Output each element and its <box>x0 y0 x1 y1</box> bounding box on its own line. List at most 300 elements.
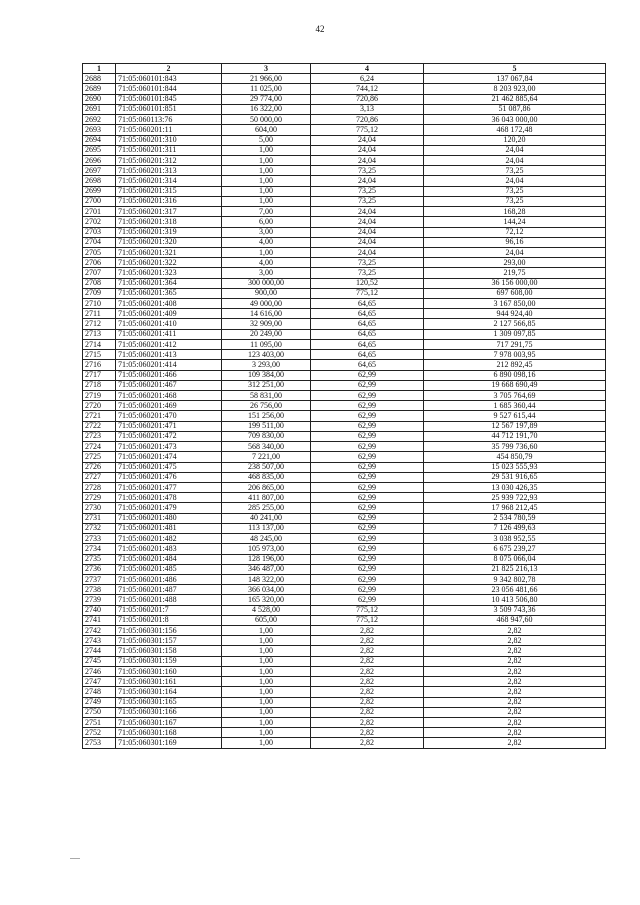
cadastral-number-cell: 71:05:060201:311 <box>116 145 222 155</box>
cadastral-number-cell: 71:05:060201:486 <box>116 574 222 584</box>
row-number-cell: 2734 <box>83 544 116 554</box>
cadastral-number-cell: 71:05:060201:314 <box>116 176 222 186</box>
rate-cell: 73,25 <box>311 268 424 278</box>
value-cell: 2,82 <box>424 656 606 666</box>
area-cell: 604,00 <box>222 125 311 135</box>
area-cell: 3 293,00 <box>222 360 311 370</box>
area-cell: 411 807,00 <box>222 493 311 503</box>
rate-cell: 62,99 <box>311 370 424 380</box>
rate-cell: 2,82 <box>311 656 424 666</box>
area-cell: 238 507,00 <box>222 462 311 472</box>
cadastral-number-cell: 71:05:060301:168 <box>116 728 222 738</box>
cadastral-number-cell: 71:05:060201:320 <box>116 237 222 247</box>
row-number-cell: 2718 <box>83 380 116 390</box>
area-cell: 1,00 <box>222 145 311 155</box>
area-cell: 50 000,00 <box>222 115 311 125</box>
area-cell: 21 966,00 <box>222 74 311 84</box>
value-cell: 2,82 <box>424 738 606 748</box>
area-cell: 312 251,00 <box>222 380 311 390</box>
value-cell: 168,28 <box>424 207 606 217</box>
row-number-cell: 2753 <box>83 738 116 748</box>
rate-cell: 64,65 <box>311 299 424 309</box>
area-cell: 1,00 <box>222 186 311 196</box>
area-cell: 568 340,00 <box>222 442 311 452</box>
value-cell: 2,82 <box>424 718 606 728</box>
value-cell: 17 968 212,45 <box>424 503 606 513</box>
cadastral-number-cell: 71:05:060201:319 <box>116 227 222 237</box>
value-cell: 454 850,79 <box>424 452 606 462</box>
table-row <box>83 738 606 748</box>
row-number-cell: 2702 <box>83 217 116 227</box>
area-cell: 1,00 <box>222 155 311 165</box>
value-cell: 2,82 <box>424 687 606 697</box>
area-cell: 366 034,00 <box>222 585 311 595</box>
table-row <box>83 503 606 513</box>
area-cell: 165 320,00 <box>222 595 311 605</box>
row-number-cell: 2736 <box>83 564 116 574</box>
table-row <box>83 574 606 584</box>
rate-cell: 720,86 <box>311 115 424 125</box>
cadastral-number-cell: 71:05:060201:322 <box>116 258 222 268</box>
rate-cell: 73,25 <box>311 186 424 196</box>
cadastral-number-cell: 71:05:060201:485 <box>116 564 222 574</box>
row-number-cell: 2728 <box>83 482 116 492</box>
row-number-cell: 2692 <box>83 115 116 125</box>
table-row <box>83 309 606 319</box>
row-number-cell: 2695 <box>83 145 116 155</box>
rate-cell: 62,99 <box>311 493 424 503</box>
value-cell: 468 172,48 <box>424 125 606 135</box>
row-number-cell: 2690 <box>83 94 116 104</box>
rate-cell: 62,99 <box>311 523 424 533</box>
table-row <box>83 421 606 431</box>
area-cell: 1,00 <box>222 646 311 656</box>
row-number-cell: 2704 <box>83 237 116 247</box>
area-cell: 4 528,00 <box>222 605 311 615</box>
value-cell: 3 167 850,00 <box>424 299 606 309</box>
rate-cell: 64,65 <box>311 329 424 339</box>
table-row <box>83 646 606 656</box>
table-row <box>83 227 606 237</box>
rate-cell: 62,99 <box>311 380 424 390</box>
area-cell: 20 249,00 <box>222 329 311 339</box>
area-cell: 1,00 <box>222 728 311 738</box>
table-row <box>83 564 606 574</box>
value-cell: 24,04 <box>424 176 606 186</box>
value-cell: 2,82 <box>424 646 606 656</box>
table-row <box>83 718 606 728</box>
rate-cell: 2,82 <box>311 697 424 707</box>
value-cell: 468 947,60 <box>424 615 606 625</box>
value-cell: 21 462 885,64 <box>424 94 606 104</box>
rate-cell: 62,99 <box>311 595 424 605</box>
value-cell: 1 309 097,85 <box>424 329 606 339</box>
rate-cell: 24,04 <box>311 135 424 145</box>
rate-cell: 62,99 <box>311 431 424 441</box>
table-row <box>83 554 606 564</box>
rate-cell: 775,12 <box>311 615 424 625</box>
table-row <box>83 523 606 533</box>
value-cell: 36 043 000,00 <box>424 115 606 125</box>
cadastral-number-cell: 71:05:060201:408 <box>116 299 222 309</box>
footer-mark <box>70 858 80 859</box>
cadastral-number-cell: 71:05:060201:488 <box>116 595 222 605</box>
area-cell: 4,00 <box>222 258 311 268</box>
cadastral-number-cell: 71:05:060201:466 <box>116 370 222 380</box>
rate-cell: 2,82 <box>311 666 424 676</box>
cadastral-number-cell: 71:05:060201:482 <box>116 534 222 544</box>
area-cell: 7,00 <box>222 207 311 217</box>
row-number-cell: 2740 <box>83 605 116 615</box>
table-row <box>83 687 606 697</box>
cadastral-number-cell: 71:05:060201:8 <box>116 615 222 625</box>
value-cell: 2,82 <box>424 697 606 707</box>
rate-cell: 62,99 <box>311 554 424 564</box>
area-cell: 11 025,00 <box>222 84 311 94</box>
table-row <box>83 728 606 738</box>
table-row <box>83 360 606 370</box>
cadastral-number-cell: 71:05:060201:481 <box>116 523 222 533</box>
table-row <box>83 350 606 360</box>
area-cell: 346 487,00 <box>222 564 311 574</box>
area-cell: 11 095,00 <box>222 339 311 349</box>
rate-cell: 62,99 <box>311 472 424 482</box>
row-number-cell: 2735 <box>83 554 116 564</box>
value-cell: 697 608,00 <box>424 288 606 298</box>
table-row <box>83 452 606 462</box>
value-cell: 3 509 743,36 <box>424 605 606 615</box>
row-number-cell: 2732 <box>83 523 116 533</box>
value-cell: 51 087,86 <box>424 104 606 114</box>
value-cell: 36 156 000,00 <box>424 278 606 288</box>
row-number-cell: 2741 <box>83 615 116 625</box>
cadastral-number-cell: 71:05:060301:164 <box>116 687 222 697</box>
cadastral-number-cell: 71:05:060201:317 <box>116 207 222 217</box>
area-cell: 123 403,00 <box>222 350 311 360</box>
area-cell: 1,00 <box>222 738 311 748</box>
row-number-cell: 2733 <box>83 534 116 544</box>
area-cell: 1,00 <box>222 626 311 636</box>
cadastral-number-cell: 71:05:060201:476 <box>116 472 222 482</box>
rate-cell: 64,65 <box>311 319 424 329</box>
rate-cell: 775,12 <box>311 288 424 298</box>
rate-cell: 2,82 <box>311 646 424 656</box>
cadastral-number-cell: 71:05:060201:411 <box>116 329 222 339</box>
rate-cell: 62,99 <box>311 462 424 472</box>
value-cell: 1 685 360,44 <box>424 401 606 411</box>
value-cell: 35 799 736,60 <box>424 442 606 452</box>
rate-cell: 2,82 <box>311 677 424 687</box>
area-cell: 1,00 <box>222 656 311 666</box>
value-cell: 73,25 <box>424 196 606 206</box>
rate-cell: 73,25 <box>311 166 424 176</box>
rate-cell: 62,99 <box>311 534 424 544</box>
value-cell: 73,25 <box>424 166 606 176</box>
cadastral-value-table <box>82 63 606 749</box>
row-number-cell: 2739 <box>83 595 116 605</box>
cadastral-number-cell: 71:05:060201:318 <box>116 217 222 227</box>
table-row <box>83 605 606 615</box>
row-number-cell: 2742 <box>83 626 116 636</box>
cadastral-number-cell: 71:05:060201:487 <box>116 585 222 595</box>
area-cell: 5,00 <box>222 135 311 145</box>
area-cell: 32 909,00 <box>222 319 311 329</box>
table-row <box>83 411 606 421</box>
cadastral-number-cell: 71:05:060201:468 <box>116 391 222 401</box>
cadastral-number-cell: 71:05:060101:844 <box>116 84 222 94</box>
value-cell: 73,25 <box>424 186 606 196</box>
cadastral-number-cell: 71:05:060301:166 <box>116 707 222 717</box>
rate-cell: 775,12 <box>311 125 424 135</box>
row-number-cell: 2743 <box>83 636 116 646</box>
cadastral-number-cell: 71:05:060301:160 <box>116 666 222 676</box>
rate-cell: 62,99 <box>311 503 424 513</box>
table-row <box>83 626 606 636</box>
cadastral-number-cell: 71:05:060201:467 <box>116 380 222 390</box>
table-row <box>83 125 606 135</box>
rate-cell: 62,99 <box>311 544 424 554</box>
cadastral-number-cell: 71:05:060301:165 <box>116 697 222 707</box>
area-cell: 1,00 <box>222 166 311 176</box>
area-cell: 900,00 <box>222 288 311 298</box>
cadastral-number-cell: 71:05:060201:469 <box>116 401 222 411</box>
rate-cell: 2,82 <box>311 738 424 748</box>
table-row <box>83 145 606 155</box>
row-number-cell: 2726 <box>83 462 116 472</box>
area-cell: 300 000,00 <box>222 278 311 288</box>
value-cell: 144,24 <box>424 217 606 227</box>
table-row <box>83 299 606 309</box>
cadastral-number-cell: 71:05:060201:316 <box>116 196 222 206</box>
area-cell: 26 756,00 <box>222 401 311 411</box>
value-cell: 29 531 916,65 <box>424 472 606 482</box>
area-cell: 1,00 <box>222 707 311 717</box>
table-row <box>83 104 606 114</box>
row-number-cell: 2706 <box>83 258 116 268</box>
cadastral-number-cell: 71:05:060201:315 <box>116 186 222 196</box>
row-number-cell: 2737 <box>83 574 116 584</box>
cadastral-number-cell: 71:05:060201:470 <box>116 411 222 421</box>
value-cell: 6 675 239,27 <box>424 544 606 554</box>
table-row <box>83 615 606 625</box>
rate-cell: 775,12 <box>311 605 424 615</box>
row-number-cell: 2707 <box>83 268 116 278</box>
row-number-cell: 2722 <box>83 421 116 431</box>
rate-cell: 64,65 <box>311 350 424 360</box>
row-number-cell: 2703 <box>83 227 116 237</box>
area-cell: 7 221,00 <box>222 452 311 462</box>
area-cell: 1,00 <box>222 677 311 687</box>
row-number-cell: 2688 <box>83 74 116 84</box>
row-number-cell: 2716 <box>83 360 116 370</box>
rate-cell: 24,04 <box>311 237 424 247</box>
row-number-cell: 2701 <box>83 207 116 217</box>
value-cell: 717 291,75 <box>424 339 606 349</box>
row-number-cell: 2715 <box>83 350 116 360</box>
cadastral-number-cell: 71:05:060201:472 <box>116 431 222 441</box>
value-cell: 24,04 <box>424 247 606 257</box>
column-header-5: 5 <box>424 64 606 74</box>
area-cell: 105 973,00 <box>222 544 311 554</box>
value-cell: 13 030 426,35 <box>424 482 606 492</box>
value-cell: 212 892,45 <box>424 360 606 370</box>
area-cell: 48 245,00 <box>222 534 311 544</box>
cadastral-number-cell: 71:05:060113:76 <box>116 115 222 125</box>
value-cell: 219,75 <box>424 268 606 278</box>
cadastral-number-cell: 71:05:060201:410 <box>116 319 222 329</box>
row-number-cell: 2748 <box>83 687 116 697</box>
area-cell: 199 511,00 <box>222 421 311 431</box>
table-row <box>83 482 606 492</box>
table-row <box>83 442 606 452</box>
table-row <box>83 462 606 472</box>
rate-cell: 2,82 <box>311 718 424 728</box>
row-number-cell: 2717 <box>83 370 116 380</box>
cadastral-number-cell: 71:05:060201:313 <box>116 166 222 176</box>
rate-cell: 64,65 <box>311 309 424 319</box>
row-number-cell: 2719 <box>83 391 116 401</box>
rate-cell: 64,65 <box>311 339 424 349</box>
area-cell: 709 830,00 <box>222 431 311 441</box>
value-cell: 15 023 555,93 <box>424 462 606 472</box>
cadastral-number-cell: 71:05:060201:312 <box>116 155 222 165</box>
rate-cell: 73,25 <box>311 196 424 206</box>
cadastral-number-cell: 71:05:060201:479 <box>116 503 222 513</box>
value-cell: 24,04 <box>424 145 606 155</box>
row-number-cell: 2725 <box>83 452 116 462</box>
table-row <box>83 544 606 554</box>
table-row <box>83 247 606 257</box>
table-row <box>83 339 606 349</box>
row-number-cell: 2730 <box>83 503 116 513</box>
area-cell: 1,00 <box>222 666 311 676</box>
cadastral-number-cell: 71:05:060201:323 <box>116 268 222 278</box>
table-row <box>83 84 606 94</box>
table-row <box>83 176 606 186</box>
cadastral-number-cell: 71:05:060201:11 <box>116 125 222 135</box>
value-cell: 2,82 <box>424 677 606 687</box>
row-number-cell: 2711 <box>83 309 116 319</box>
table-row <box>83 329 606 339</box>
table-row <box>83 585 606 595</box>
cadastral-number-cell: 71:05:060201:483 <box>116 544 222 554</box>
area-cell: 206 865,00 <box>222 482 311 492</box>
row-number-cell: 2705 <box>83 247 116 257</box>
row-number-cell: 2696 <box>83 155 116 165</box>
area-cell: 148 322,00 <box>222 574 311 584</box>
cadastral-number-cell: 71:05:060301:156 <box>116 626 222 636</box>
value-cell: 21 825 216,13 <box>424 564 606 574</box>
rate-cell: 24,04 <box>311 155 424 165</box>
area-cell: 468 835,00 <box>222 472 311 482</box>
cadastral-number-cell: 71:05:060201:474 <box>116 452 222 462</box>
rate-cell: 62,99 <box>311 574 424 584</box>
value-cell: 293,00 <box>424 258 606 268</box>
value-cell: 2,82 <box>424 707 606 717</box>
value-cell: 8 203 923,00 <box>424 84 606 94</box>
row-number-cell: 2729 <box>83 493 116 503</box>
rate-cell: 120,52 <box>311 278 424 288</box>
row-number-cell: 2689 <box>83 84 116 94</box>
area-cell: 6,00 <box>222 217 311 227</box>
rate-cell: 62,99 <box>311 391 424 401</box>
row-number-cell: 2721 <box>83 411 116 421</box>
area-cell: 151 256,00 <box>222 411 311 421</box>
value-cell: 7 126 499,63 <box>424 523 606 533</box>
cadastral-number-cell: 71:05:060201:414 <box>116 360 222 370</box>
cadastral-number-cell: 71:05:060201:471 <box>116 421 222 431</box>
value-cell: 944 924,40 <box>424 309 606 319</box>
table-row <box>83 636 606 646</box>
table-row <box>83 196 606 206</box>
table-row <box>83 534 606 544</box>
table-row <box>83 370 606 380</box>
area-cell: 3,00 <box>222 268 311 278</box>
cadastral-number-cell: 71:05:060201:412 <box>116 339 222 349</box>
rate-cell: 62,99 <box>311 452 424 462</box>
area-cell: 1,00 <box>222 697 311 707</box>
area-cell: 3,00 <box>222 227 311 237</box>
cadastral-number-cell: 71:05:060201:473 <box>116 442 222 452</box>
rate-cell: 62,99 <box>311 564 424 574</box>
value-cell: 96,16 <box>424 237 606 247</box>
value-cell: 24,04 <box>424 155 606 165</box>
area-cell: 49 000,00 <box>222 299 311 309</box>
column-header-4: 4 <box>311 64 424 74</box>
cadastral-number-cell: 71:05:060301:157 <box>116 636 222 646</box>
rate-cell: 62,99 <box>311 482 424 492</box>
table-row <box>83 707 606 717</box>
cadastral-number-cell: 71:05:060101:845 <box>116 94 222 104</box>
rate-cell: 62,99 <box>311 585 424 595</box>
table-row <box>83 115 606 125</box>
value-cell: 23 056 481,66 <box>424 585 606 595</box>
table-row <box>83 401 606 411</box>
table-row <box>83 595 606 605</box>
cadastral-number-cell: 71:05:060301:167 <box>116 718 222 728</box>
area-cell: 1,00 <box>222 176 311 186</box>
row-number-cell: 2720 <box>83 401 116 411</box>
rate-cell: 64,65 <box>311 360 424 370</box>
value-cell: 137 067,84 <box>424 74 606 84</box>
table-row <box>83 513 606 523</box>
table-row <box>83 94 606 104</box>
row-number-cell: 2749 <box>83 697 116 707</box>
rate-cell: 62,99 <box>311 513 424 523</box>
rate-cell: 2,82 <box>311 707 424 717</box>
rate-cell: 24,04 <box>311 217 424 227</box>
row-number-cell: 2750 <box>83 707 116 717</box>
table-row <box>83 288 606 298</box>
column-header-3: 3 <box>222 64 311 74</box>
row-number-cell: 2709 <box>83 288 116 298</box>
row-number-cell: 2731 <box>83 513 116 523</box>
cadastral-number-cell: 71:05:060201:477 <box>116 482 222 492</box>
table-row <box>83 186 606 196</box>
area-cell: 285 255,00 <box>222 503 311 513</box>
area-cell: 1,00 <box>222 636 311 646</box>
table-row <box>83 74 606 84</box>
table-row <box>83 677 606 687</box>
cadastral-number-cell: 71:05:060301:158 <box>116 646 222 656</box>
cadastral-number-cell: 71:05:060201:478 <box>116 493 222 503</box>
row-number-cell: 2744 <box>83 646 116 656</box>
cadastral-number-cell: 71:05:060301:169 <box>116 738 222 748</box>
rate-cell: 24,04 <box>311 176 424 186</box>
row-number-cell: 2708 <box>83 278 116 288</box>
row-number-cell: 2724 <box>83 442 116 452</box>
value-cell: 25 939 722,93 <box>424 493 606 503</box>
